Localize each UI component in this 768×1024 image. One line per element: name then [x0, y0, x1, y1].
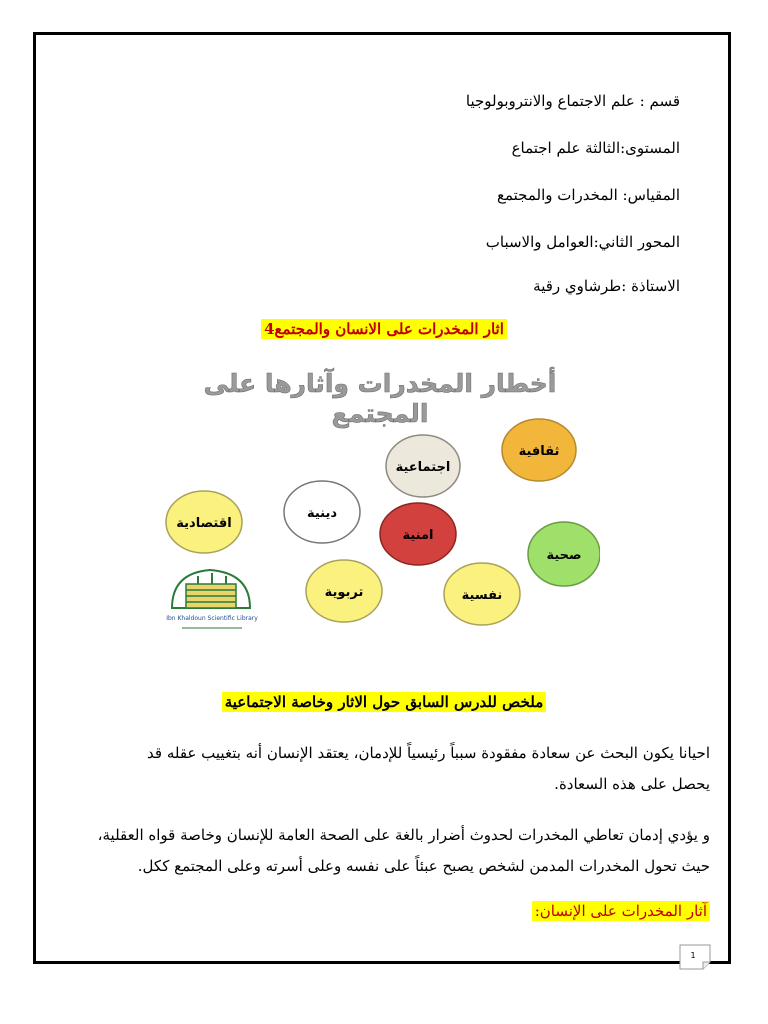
- logo-caption: Ibn Khaldoun Scientific Library: [166, 615, 258, 622]
- drugs-effects-figure: [160, 358, 600, 640]
- summary-heading-wrap: [0, 693, 768, 711]
- section-title: اثار المخدرات على الانسان والمجتمع4: [261, 319, 507, 339]
- figure-title-line1: أخطار المخدرات وآثارها على: [203, 369, 557, 398]
- section-title-wrap: [0, 320, 768, 338]
- page-number: 1: [690, 951, 696, 960]
- bubble-security-label: امنية: [402, 528, 434, 543]
- teacher-line: الاستاذة :طرشاوي رقية: [533, 277, 680, 295]
- paragraph-2-line-2: حيث تحول المخدرات المدمن لشخص يصبح عبئاً على نفسه وعلى أسرته وعلى المجتمع ككل.: [137, 857, 710, 875]
- paragraph-1-line-1: احيانا يكون البحث عن سعادة مفقودة سبباً رئيسياً للإدمان، يعتقد الإنسان أنه بتغييب عقله قد: [147, 744, 710, 762]
- module-line: المقياس: المخدرات والمجتمع: [496, 186, 680, 204]
- bubble-religious-label: دينية: [306, 506, 338, 521]
- bubble-social-label: اجتماعية: [395, 460, 451, 475]
- department-line: قسم : علم الاجتماع والانتروبولوجيا: [465, 92, 680, 110]
- summary-heading: ملخص للدرس السابق حول الاثار وخاصة الاجتماعية: [222, 692, 547, 712]
- level-line: المستوى:الثالثة علم اجتماع: [511, 139, 680, 157]
- page-number-box: [679, 944, 711, 970]
- paragraph-1-line-2: يحصل على هذه السعادة.: [554, 775, 710, 793]
- bubble-health-label: صحية: [546, 548, 582, 563]
- bubble-economic-label: اقتصادية: [176, 516, 232, 531]
- axis-line: المحور الثاني:العوامل والاسباب: [485, 233, 680, 251]
- effects-heading: آثار المخدرات على الإنسان:: [532, 901, 710, 921]
- figure-title-line2: المجتمع: [331, 399, 429, 428]
- paragraph-1: [90, 738, 710, 800]
- paragraph-2-line-1: و يؤدي إدمان تعاطي المخدرات لحدوث أضرار بالغة على الصحة العامة للإنسان وخاصة قواه العقلية،: [97, 826, 710, 844]
- paragraph-2: [90, 820, 710, 882]
- bubble-psychological-label: نفسية: [461, 588, 503, 603]
- bubble-cultural-label: ثقافية: [518, 444, 560, 459]
- effects-heading-wrap: [532, 902, 710, 920]
- bubble-educational-label: تربوية: [324, 585, 364, 600]
- library-logo: [166, 570, 258, 628]
